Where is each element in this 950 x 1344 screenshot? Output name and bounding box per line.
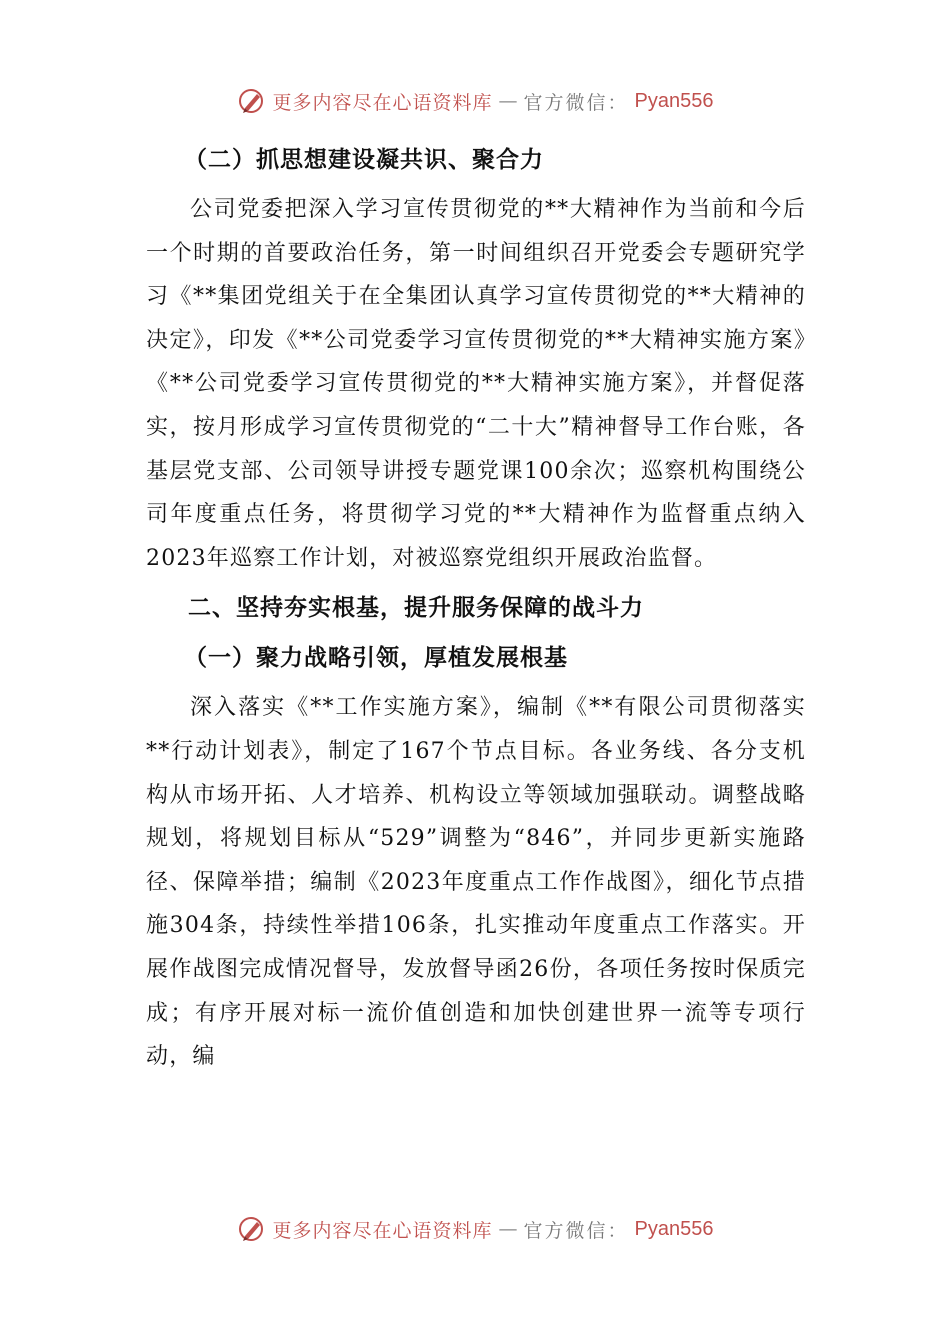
watermark-dash: — (498, 1218, 518, 1240)
section-heading-foundation: 二、坚持夯实根基，提升服务保障的战斗力 (188, 595, 644, 622)
watermark-label: 官方微信： (523, 1219, 629, 1242)
watermark-id: Pyan556 (634, 89, 714, 112)
section-heading-thought-building: （二）抓思想建设凝共识、聚合力 (184, 147, 544, 173)
document-body (146, 138, 806, 1085)
watermark-id: Pyan556 (634, 1217, 714, 1240)
watermark-dash: — (498, 90, 518, 112)
paragraph-strategy: 深入落实《**工作实施方案》，编制《**有限公司贯彻落实**行动计划表》，制定了167个节点目标。各业务线、各分支机构从市场开拓、人才培养、机构设立等领域加强联动。调整战略规划，将规划目标从“529”调整为“846”，并同步更新实施路径、保障举措；编制《2023年度重点工作作战图》，细化节点措施304条，持续性举措106条，扎实推动年度重点工作落实。开展作战图完成情况督导，发放督导函26份，各项任务按时保质完成；有序开展对标一流价值创造和加快创建世界一流等专项行动，编 (146, 695, 806, 1070)
pen-logo-icon (237, 86, 267, 116)
watermark-header (0, 86, 950, 116)
watermark-text: 更多内容尽在心语资料库 (272, 91, 493, 114)
watermark-text: 更多内容尽在心语资料库 (272, 1219, 493, 1242)
watermark-label: 官方微信： (523, 91, 629, 114)
pen-logo-icon (237, 1214, 267, 1244)
watermark-footer (0, 1214, 950, 1244)
section-heading-strategy: （一）聚力战略引领，厚植发展根基 (184, 645, 568, 672)
paragraph-thought-building: 公司党委把深入学习宣传贯彻党的**大精神作为当前和今后一个时期的首要政治任务，第一时间组织召开党委会专题研究学习《**集团党组关于在全集团认真学习宣传贯彻党的**大精神的决定》，印发《**公司党委学习宣传贯彻党的**大精神实施方案》《**公司党委学习宣传贯彻党的**大精神实施方案》，并督促落实，按月形成学习宣传贯彻党的“二十大”精神督导工作台账，各基层党支部、公司领导讲授专题党课100余次；巡察机构围绕公司年度重点任务，将贯彻学习党的**大精神作为监督重点纳入2023年巡察工作计划，对被巡察党组织开展政治监督。 (146, 197, 806, 571)
